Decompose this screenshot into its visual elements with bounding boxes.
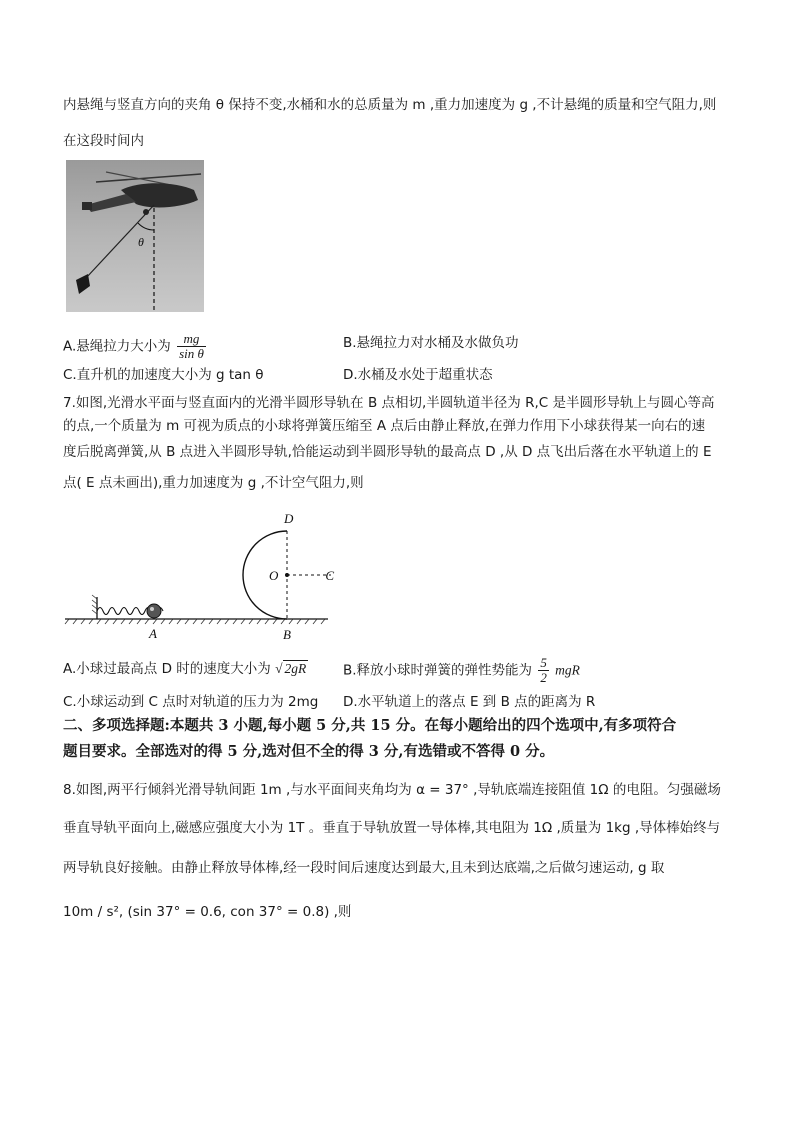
- label-d: D: [284, 511, 294, 526]
- q7-option-b-prefix: B.释放小球时弹簧的弹性势能为: [343, 662, 533, 679]
- section-2-line-2: 题目要求。全部选对的得 5 分,选对但不全的得 3 分,有选错或不答得 0 分。: [63, 743, 555, 760]
- q7-option-b-denominator: 2: [540, 670, 547, 685]
- track-diagram: [63, 505, 338, 645]
- q7-line-4: 点( E 点未画出),重力加速度为 g ,不计空气阻力,则: [63, 475, 364, 491]
- q7-option-b-suffix: mgR: [555, 662, 580, 678]
- q6-option-d: D.水桶及水处于超重状态: [343, 367, 493, 383]
- q6-option-a-fraction: [177, 332, 206, 361]
- q7-line-1: 7.如图,光滑水平面与竖直面内的光滑半圆形导轨在 B 点相切,半圆轨道半径为 R,C 是半圆形导轨上与圆心等高: [63, 395, 715, 411]
- q7-option-a-prefix: A.小球过最高点 D 时的速度大小为: [63, 661, 271, 677]
- q7-option-b-fraction: [538, 656, 549, 685]
- intro-line-2: 在这段时间内: [63, 133, 144, 149]
- q7-option-b-numerator: 5: [540, 655, 547, 670]
- q6-option-a: [63, 332, 208, 361]
- q6-option-c: C.直升机的加速度大小为 g tan θ: [63, 367, 264, 383]
- q6-option-a-numerator: mg: [177, 332, 206, 347]
- q8-line-1: 8.如图,两平行倾斜光滑导轨间距 1m ,与水平面间夹角均为 α = 37° ,导轨底端连接阻值 1Ω 的电阻。匀强磁场: [63, 782, 721, 798]
- q8-line-3: 两导轨良好接触。由静止释放导体棒,经一段时间后速度达到最大,且未到达底端,之后做匀速运动, g 取: [63, 860, 665, 876]
- q7-option-d: D.水平轨道上的落点 E 到 B 点的距离为 R: [343, 694, 596, 710]
- q8-line-2: 垂直导轨平面向上,磁感应强度大小为 1T 。垂直于导轨放置一导体棒,其电阻为 1Ω ,质量为 1kg ,导体棒始终与: [63, 820, 721, 836]
- label-a: A: [149, 626, 157, 641]
- q6-option-b: B.悬绳拉力对水桶及水做负功: [343, 335, 519, 351]
- q6-option-a-prefix: A.悬绳拉力大小为: [63, 338, 171, 355]
- q7-option-c: C.小球运动到 C 点时对轨道的压力为 2mg: [63, 694, 319, 710]
- label-c: C: [325, 568, 334, 583]
- helicopter-photo: [66, 160, 204, 312]
- q7-option-a-sqrt: √ 2gR: [275, 661, 307, 676]
- q6-option-a-denominator: sin θ: [179, 346, 204, 361]
- intro-line-1: 内悬绳与竖直方向的夹角 θ 保持不变,水桶和水的总质量为 m ,重力加速度为 g ,不计悬绳的质量和空气阻力,则: [63, 97, 717, 113]
- q7-option-a: [63, 660, 308, 678]
- theta-label: θ: [138, 235, 144, 249]
- q7-option-a-radicand: 2gR: [284, 661, 307, 676]
- label-o: O: [269, 568, 279, 583]
- q7-option-b: [343, 656, 580, 685]
- q7-line-3: 度后脱离弹簧,从 B 点进入半圆形导轨,恰能运动到半圆形导轨的最高点 D ,从 D 点飞出后落在水平轨道上的 E: [63, 444, 712, 460]
- label-b: B: [283, 627, 291, 642]
- section-2-line-1: 二、多项选择题:本题共 3 小题,每小题 5 分,共 15 分。在每小题给出的四个选项中,有多项符合: [63, 717, 677, 734]
- q8-line-4: 10m / s², (sin 37° = 0.6, con 37° = 0.8) ,则: [63, 904, 352, 920]
- q7-line-2: 的点,一个质量为 m 可视为质点的小球将弹簧压缩至 A 点后由静止释放,在弹力作用下小球获得某一向右的速: [63, 418, 706, 434]
